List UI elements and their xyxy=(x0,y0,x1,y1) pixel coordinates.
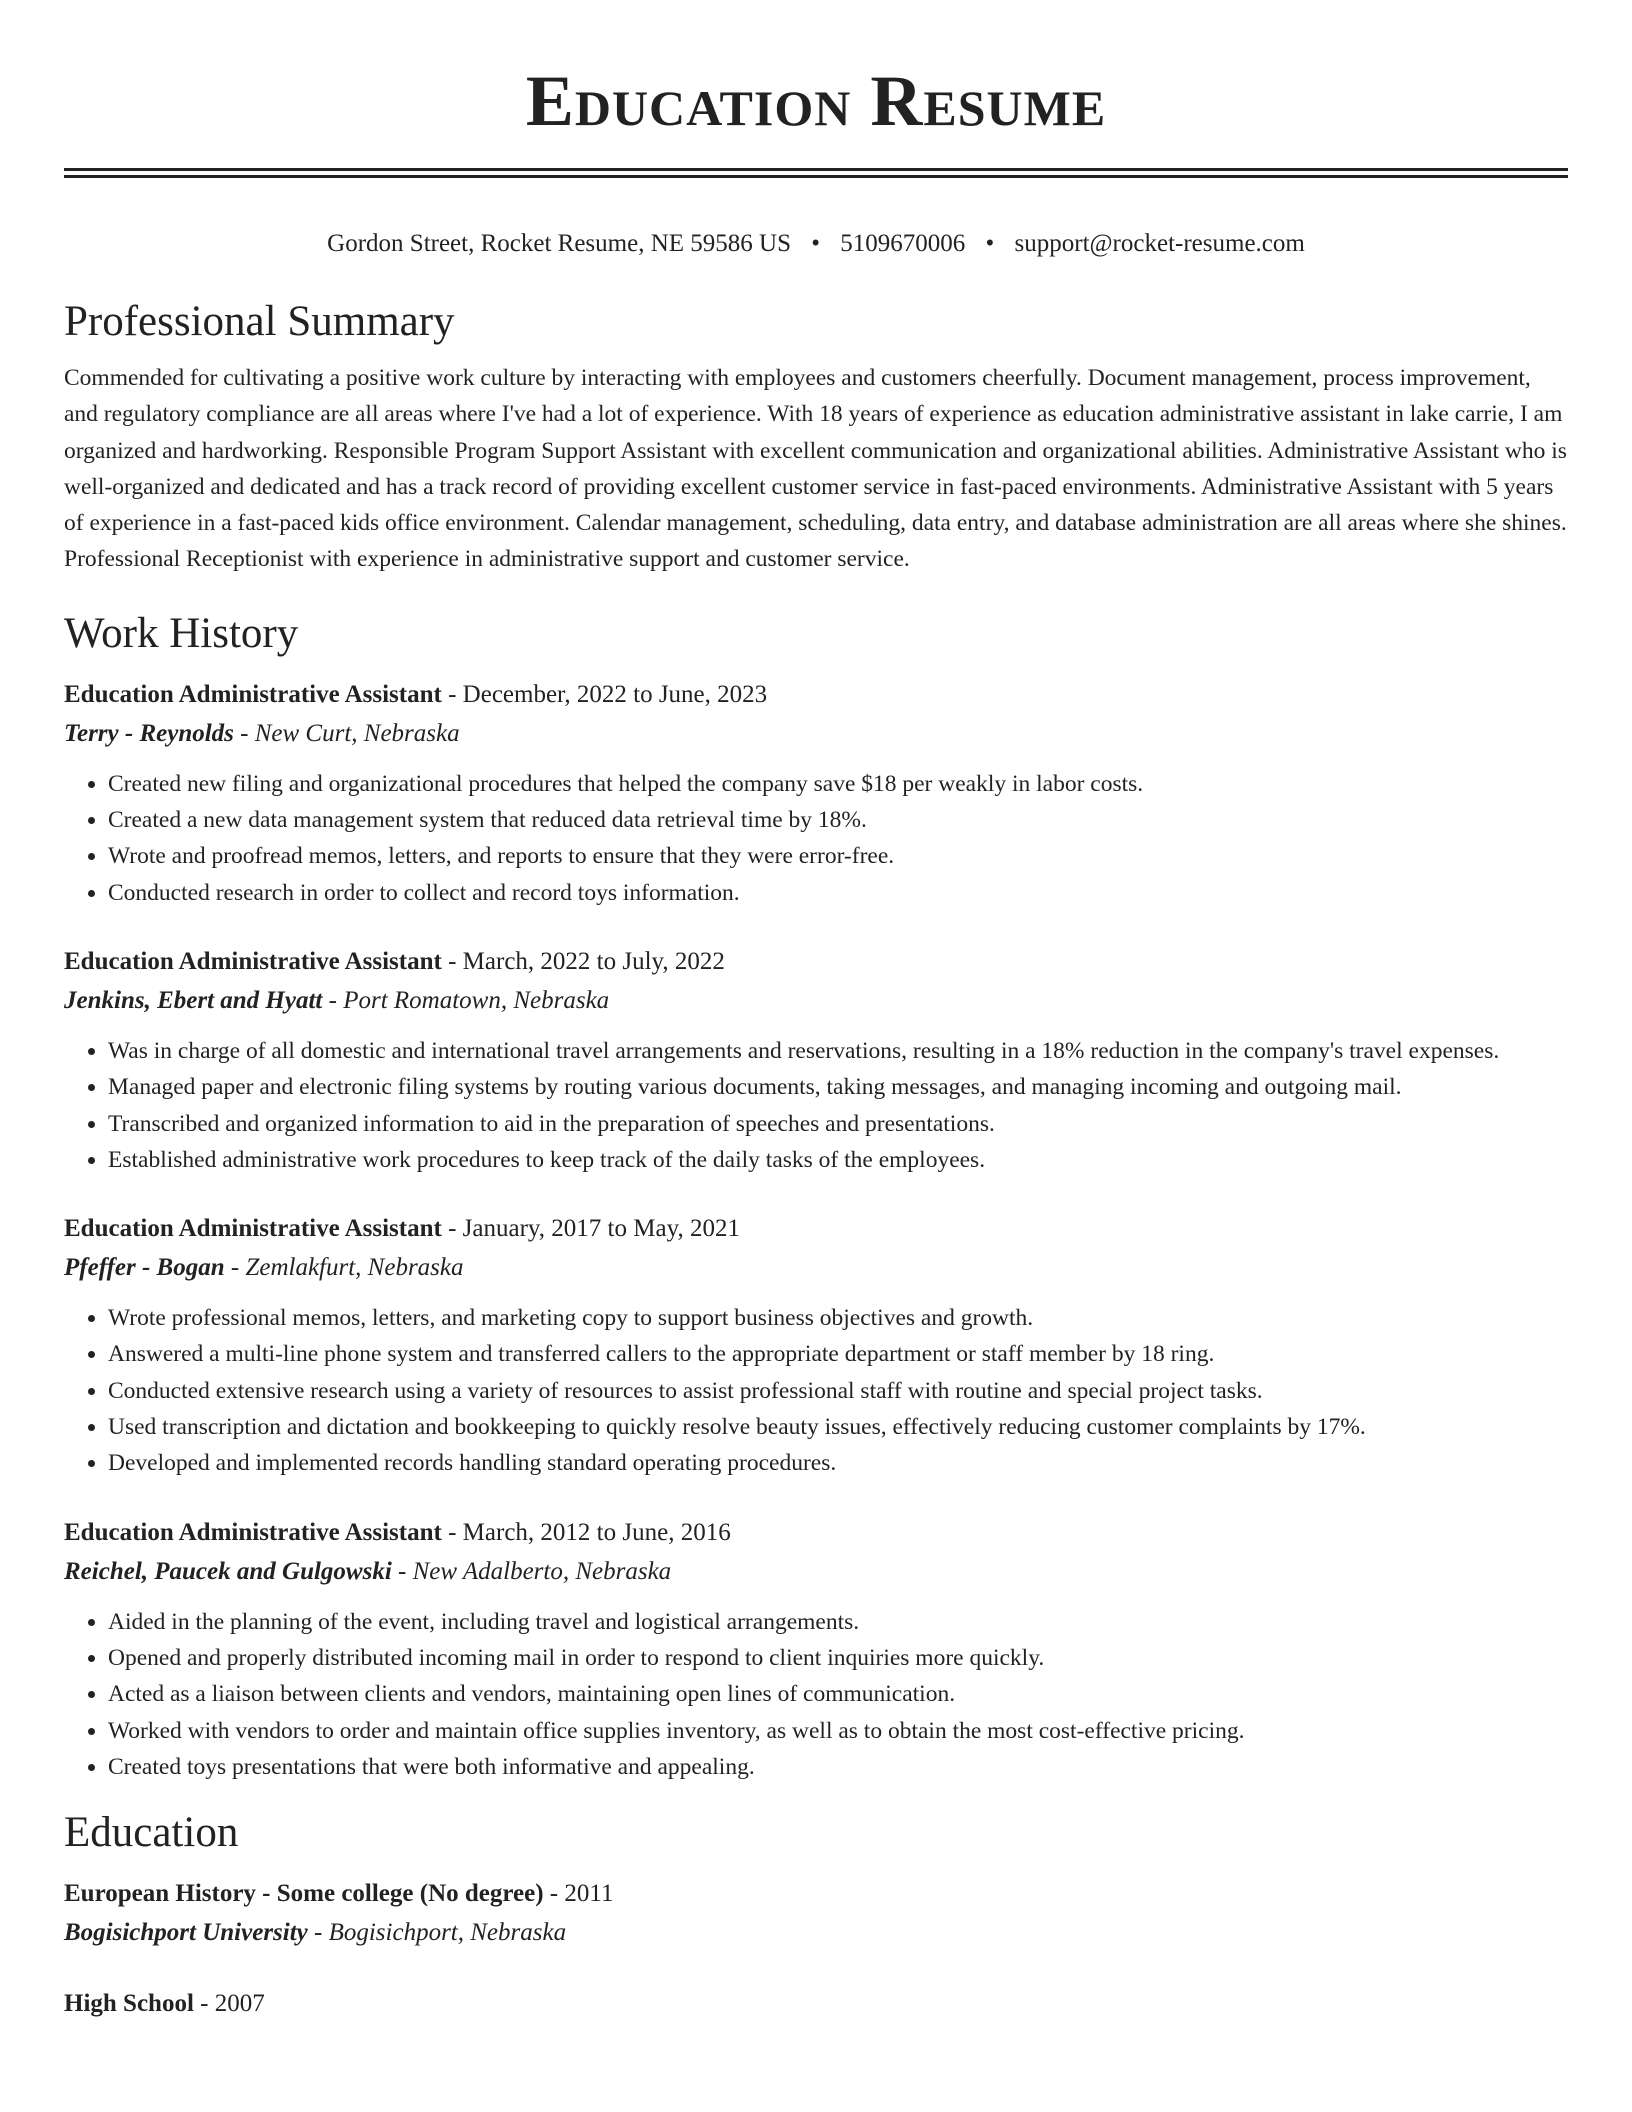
job-location: Port Romatown, Nebraska xyxy=(343,986,610,1014)
job-company: Reichel, Paucek and Gulgowski xyxy=(64,1557,392,1585)
contact-email: support@rocket-resume.com xyxy=(1014,230,1305,257)
job-bullet: • Developed and implemented records handling standard operating procedures. xyxy=(108,1445,1568,1481)
job-bullets xyxy=(64,1604,1568,1785)
job-title-line xyxy=(64,1514,1568,1552)
job-title: Education Administrative Assistant xyxy=(64,1518,442,1546)
job-bullet: • Acted as a liaison between clients and vendors, maintaining open lines of communication. xyxy=(108,1676,1568,1712)
job-bullet: • Created toys presentations that were both informative and appealing. xyxy=(108,1749,1568,1785)
job-bullet: • Opened and properly distributed incoming mail in order to respond to client inquiries more quickly. xyxy=(108,1640,1568,1676)
job-bullet: • Used transcription and dictation and bookkeeping to quickly resolve beauty issues, effectively reducing customer complaints by 17%. xyxy=(108,1409,1568,1445)
education-year: 2011 xyxy=(564,1880,614,1908)
summary-heading: Professional Summary xyxy=(64,298,455,345)
job-bullet: • Managed paper and electronic filing systems by routing various documents, taking messages, and managing incoming and outgoing mail. xyxy=(108,1069,1568,1105)
job-dash: - xyxy=(441,947,463,975)
education-heading: Education xyxy=(64,1809,239,1857)
contact-separator: • xyxy=(985,230,995,257)
job-dash: - xyxy=(441,1518,463,1546)
education-dash: - xyxy=(307,1919,329,1947)
job-bullet: • Established administrative work procedures to keep track of the daily tasks of the employees. xyxy=(108,1142,1568,1178)
summary-text: Commended for cultivating a positive work culture by interacting with employees and customers cheerfully. Document management, process improvement, and regulatory compliance are all areas where I've had a lot of experience. With 18 years of experience as education administrative assistant in lake carrie, I am organized and hardworking. Responsible Program Support Assistant with excellent communication and organizational abilities. Administrative Assistant who is well-organized and dedicated and has a track record of providing excellent customer service in fast-paced environments. Administrative Assistant with 5 years of experience in a fast-paced kids office environment. Calendar management, scheduling, data entry, and database administration are all areas where she shines. Professional Receptionist with experience in administrative support and customer service. xyxy=(64,365,1567,573)
education-dash: - xyxy=(193,1990,215,2018)
job-title-line xyxy=(64,943,1568,981)
job-dash: - xyxy=(322,986,344,1014)
education-school-line xyxy=(64,1913,1568,1953)
job-dash: - xyxy=(391,1557,413,1585)
education-entry xyxy=(64,1985,1568,2023)
job-location: Zemlakfurt, Nebraska xyxy=(245,1254,464,1282)
job-entry xyxy=(64,943,1568,1178)
job-title-line xyxy=(64,676,1568,714)
job-bullet: • Was in charge of all domestic and international travel arrangements and reservations, resulting in a 18% reduction in the company's travel expenses. xyxy=(108,1033,1568,1069)
contact-phone: 5109670006 xyxy=(840,230,966,257)
job-bullet: • Conducted extensive research using a variety of resources to assist professional staff with routine and special project tasks. xyxy=(108,1373,1568,1409)
education-year: 2007 xyxy=(214,1990,265,2018)
education-degree: High School xyxy=(64,1990,194,2018)
job-dates: March, 2022 to July, 2022 xyxy=(462,947,725,975)
job-title: Education Administrative Assistant xyxy=(64,947,442,975)
job-bullet: • Created new filing and organizational procedures that helped the company save $18 per weakly in labor costs. xyxy=(108,766,1568,802)
job-company-line xyxy=(64,1552,1568,1592)
education-dash: - xyxy=(543,1880,565,1908)
job-entry xyxy=(64,1210,1568,1481)
education-degree-line xyxy=(64,1875,1568,1913)
job-bullet: • Conducted research in order to collect and record toys information. xyxy=(108,875,1568,911)
job-bullet: • Aided in the planning of the event, including travel and logistical arrangements. xyxy=(108,1604,1568,1640)
job-entry xyxy=(64,676,1568,911)
education-degree-line xyxy=(64,1985,1568,2023)
job-company-line xyxy=(64,1248,1568,1288)
title-double-rule xyxy=(64,168,1568,178)
education-location: Bogisichport, Nebraska xyxy=(328,1919,567,1947)
contact-line xyxy=(64,224,1568,264)
job-bullets xyxy=(64,1300,1568,1481)
job-company-line xyxy=(64,714,1568,754)
job-bullet: • Worked with vendors to order and maintain office supplies inventory, as well as to obtain the most cost-effective pricing. xyxy=(108,1713,1568,1749)
job-company: Pfeffer - Bogan xyxy=(64,1254,225,1282)
job-location: New Curt, Nebraska xyxy=(254,719,460,747)
job-dates: March, 2012 to June, 2016 xyxy=(462,1518,731,1546)
job-title: Education Administrative Assistant xyxy=(64,1215,442,1243)
work-history-heading: Work History xyxy=(64,609,299,657)
resume-title: Education Resume xyxy=(525,61,1107,141)
job-bullets xyxy=(64,766,1568,911)
job-bullet: • Transcribed and organized information to aid in the preparation of speeches and presentations. xyxy=(108,1106,1568,1142)
job-bullet: • Wrote and proofread memos, letters, and reports to ensure that they were error-free. xyxy=(108,838,1568,874)
job-dash: - xyxy=(441,680,463,708)
job-dates: January, 2017 to May, 2021 xyxy=(462,1215,740,1243)
job-location: New Adalberto, Nebraska xyxy=(412,1557,672,1585)
job-title: Education Administrative Assistant xyxy=(64,680,442,708)
job-bullets xyxy=(64,1033,1568,1178)
contact-separator: • xyxy=(811,230,821,257)
job-company-line xyxy=(64,981,1568,1021)
job-bullet: • Created a new data management system that reduced data retrieval time by 18%. xyxy=(108,802,1568,838)
education-entry xyxy=(64,1875,1568,1953)
job-company: Jenkins, Ebert and Hyatt xyxy=(64,986,323,1014)
education-school: Bogisichport University xyxy=(64,1919,308,1947)
job-title-line xyxy=(64,1210,1568,1248)
contact-address: Gordon Street, Rocket Resume, NE 59586 US xyxy=(327,230,791,257)
job-entry xyxy=(64,1514,1568,1785)
job-bullet: • Answered a multi-line phone system and transferred callers to the appropriate department or staff member by 18 ring. xyxy=(108,1336,1568,1372)
job-bullet: • Wrote professional memos, letters, and marketing copy to support business objectives and growth. xyxy=(108,1300,1568,1336)
job-dates: December, 2022 to June, 2023 xyxy=(462,680,768,708)
job-company: Terry - Reynolds xyxy=(64,719,234,747)
job-dash: - xyxy=(224,1254,246,1282)
job-dash: - xyxy=(441,1215,463,1243)
education-degree: European History - Some college (No degree) xyxy=(64,1880,544,1908)
job-dash: - xyxy=(233,719,255,747)
